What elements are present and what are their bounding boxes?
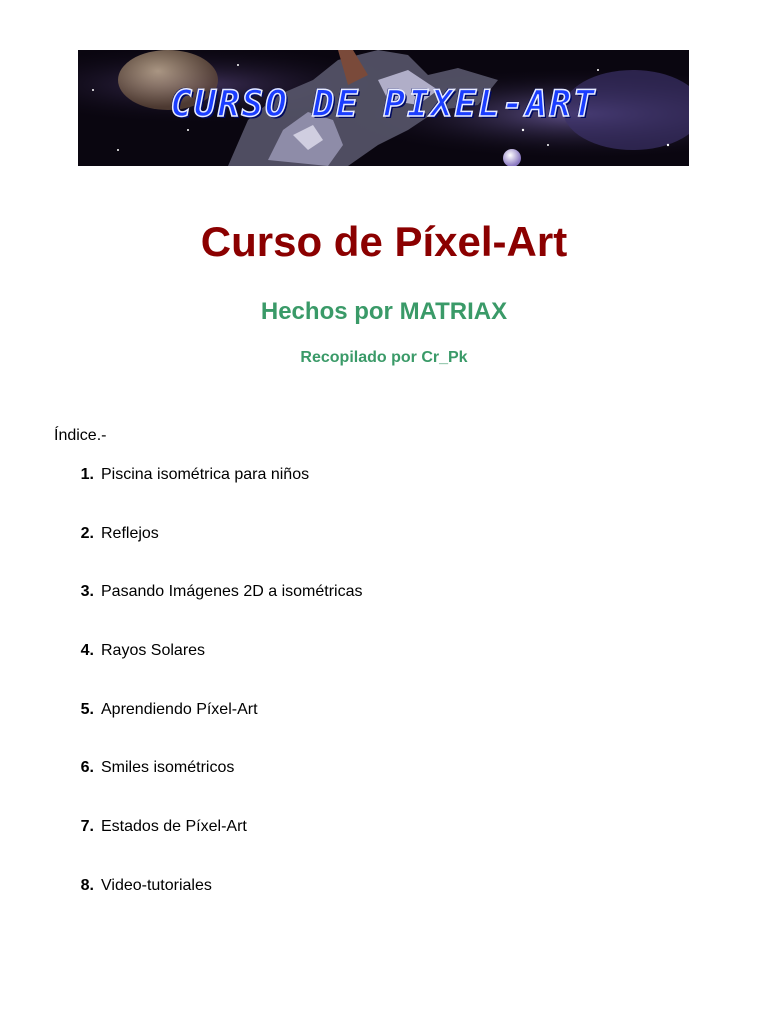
toc-item[interactable] — [0, 581, 768, 640]
toc-number: 2. — [80, 524, 94, 542]
toc-number: 3. — [80, 583, 94, 601]
subtitle: Hechos por MATRIAX — [260, 298, 508, 325]
toc-number: 1. — [80, 466, 94, 483]
toc-number: 7. — [80, 818, 94, 836]
toc-item[interactable] — [0, 757, 768, 816]
toc-label: Rayos Solares — [101, 642, 206, 660]
toc-label: Video-tutoriales — [101, 876, 212, 894]
banner-title: CURSO DE PIXEL-ART — [170, 84, 597, 125]
toc-item[interactable] — [0, 875, 768, 934]
toc-item[interactable] — [0, 640, 768, 699]
toc-item[interactable] — [0, 523, 768, 582]
toc-item[interactable] — [0, 816, 768, 875]
toc-label: Aprendiendo Píxel-Art — [101, 700, 258, 718]
toc-label: Estados de Píxel-Art — [101, 818, 247, 836]
toc-item[interactable] — [0, 699, 768, 758]
toc-label: Reflejos — [101, 524, 159, 542]
table-of-contents — [0, 464, 768, 934]
toc-number: 4. — [80, 642, 94, 660]
toc-number: 5. — [80, 700, 94, 718]
index-heading: Índice.- — [54, 427, 107, 444]
banner-image — [78, 50, 689, 166]
toc-label: Piscina isométrica para niños — [101, 466, 310, 483]
page-title: Curso de Píxel-Art — [200, 218, 568, 265]
toc-number: 6. — [80, 759, 94, 777]
compiled-by: Recopilado por Cr_Pk — [300, 349, 468, 366]
toc-label: Pasando Imágenes 2D a isométricas — [101, 583, 363, 601]
toc-label: Smiles isométricos — [101, 759, 235, 777]
toc-number: 8. — [80, 876, 94, 894]
toc-item[interactable] — [0, 464, 768, 523]
